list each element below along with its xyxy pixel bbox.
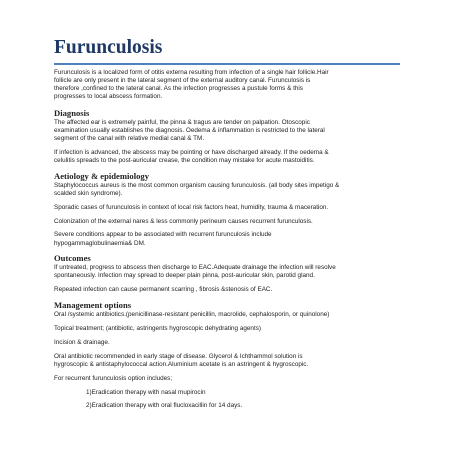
outcomes-paragraph-2: Repeated infection can cause permanent scarring , fibrosis &stenosis of EAC. bbox=[54, 286, 273, 294]
intro-paragraph bbox=[54, 69, 404, 102]
management-paragraph-5: For recurrent furunculosis option includes; bbox=[54, 374, 173, 382]
management-paragraph-1: Oral /systemic antibiotics.(penicillinase-resistant penicillin, macrolide, cephalosporin, or quinolone) bbox=[54, 311, 330, 319]
intro-line: Furunculosis is a localized form of otitis externa resulting from infection of a single hair follicle.Hair bbox=[54, 68, 329, 76]
paragraph-line: The affected ear is extremely painful, the pinna & tragus are tender on palpation. Otoscopic bbox=[54, 118, 310, 126]
paragraph-line: hypogammaglobulinaemia& DM. bbox=[54, 239, 146, 247]
management-paragraph-2: Topical treatment; (antibiotic, astringents hygroscopic dehydrating agents) bbox=[54, 325, 261, 333]
management-heading: Management options bbox=[54, 300, 132, 311]
paragraph-line: Oral antibiotic recommended in early stage of disease. Glycerol & Ichthammol solution is bbox=[54, 352, 303, 360]
paragraph-line: scalded skin syndrome). bbox=[54, 189, 123, 197]
paragraph-line: If untreated, progress to abscess then discharge to EAC.Adequate drainage the infection will resolve bbox=[54, 263, 336, 271]
paragraph-line: Staphylococcus aureus is the most common organism causing furunculosis. (all body sites impetigo & bbox=[54, 181, 340, 189]
aetiology-paragraph-2: Sporadic cases of furunculosis in context of local risk factors heat, humidity, trauma & maceration. bbox=[54, 203, 329, 211]
paragraph-line: Severe conditions appear to be associated with recurrent furunculosis include bbox=[54, 231, 272, 239]
aetiology-paragraph-1 bbox=[54, 182, 404, 199]
title-underline bbox=[54, 63, 400, 65]
paragraph-line: hygroscopic & antistaphylococcal action.Aluminium acetate is an astringent & hygroscopic. bbox=[54, 361, 309, 369]
diagnosis-paragraph-1 bbox=[54, 119, 404, 144]
intro-line: follicle are only present in the lateral segment of the external auditory canal. Furunculosis is bbox=[54, 76, 311, 84]
management-paragraph-3: Incision & drainage. bbox=[54, 338, 110, 346]
paragraph-line: spontaneously. Infection may spread to deeper plain pinna, post-auricular skin, parotid gland. bbox=[54, 272, 315, 280]
diagnosis-heading: Diagnosis bbox=[54, 107, 90, 118]
management-paragraph-4 bbox=[54, 353, 404, 370]
paragraph-line: If infection is advanced, the abscess may be pointing or have discharged already. If the oedema & bbox=[54, 149, 329, 157]
outcomes-heading: Outcomes bbox=[54, 252, 91, 263]
option-item-1: 1)Eradication therapy with nasal mupirocin bbox=[86, 388, 206, 396]
aetiology-paragraph-4 bbox=[54, 231, 404, 248]
document-title: Furunculosis bbox=[54, 37, 163, 58]
outcomes-paragraph-1 bbox=[54, 264, 404, 281]
intro-line: progresses to local abscess formation. bbox=[54, 93, 163, 101]
intro-line: therefore ,confined to the lateral canal. As the infection progresses a pustule forms & this bbox=[54, 85, 303, 93]
aetiology-heading: Aetiology & epidemiology bbox=[54, 170, 149, 181]
paragraph-line: segment of the canal with relative medial canal & TM. bbox=[54, 135, 205, 143]
aetiology-paragraph-3: Colonization of the external nares & less commonly perineum causes recurrent furunculosis. bbox=[54, 217, 313, 225]
diagnosis-paragraph-2 bbox=[54, 149, 404, 166]
option-item-2: 2)Eradication therapy with oral flucloxacillin for 14 days. bbox=[86, 402, 243, 410]
paragraph-line: examination usually establishes the diagnosis. Oedema & inflammation is restricted to the lateral bbox=[54, 126, 325, 134]
paragraph-line: celulitis spreads to the post-auricular crease, the condition may mistake for acute mastoiditis. bbox=[54, 157, 315, 165]
